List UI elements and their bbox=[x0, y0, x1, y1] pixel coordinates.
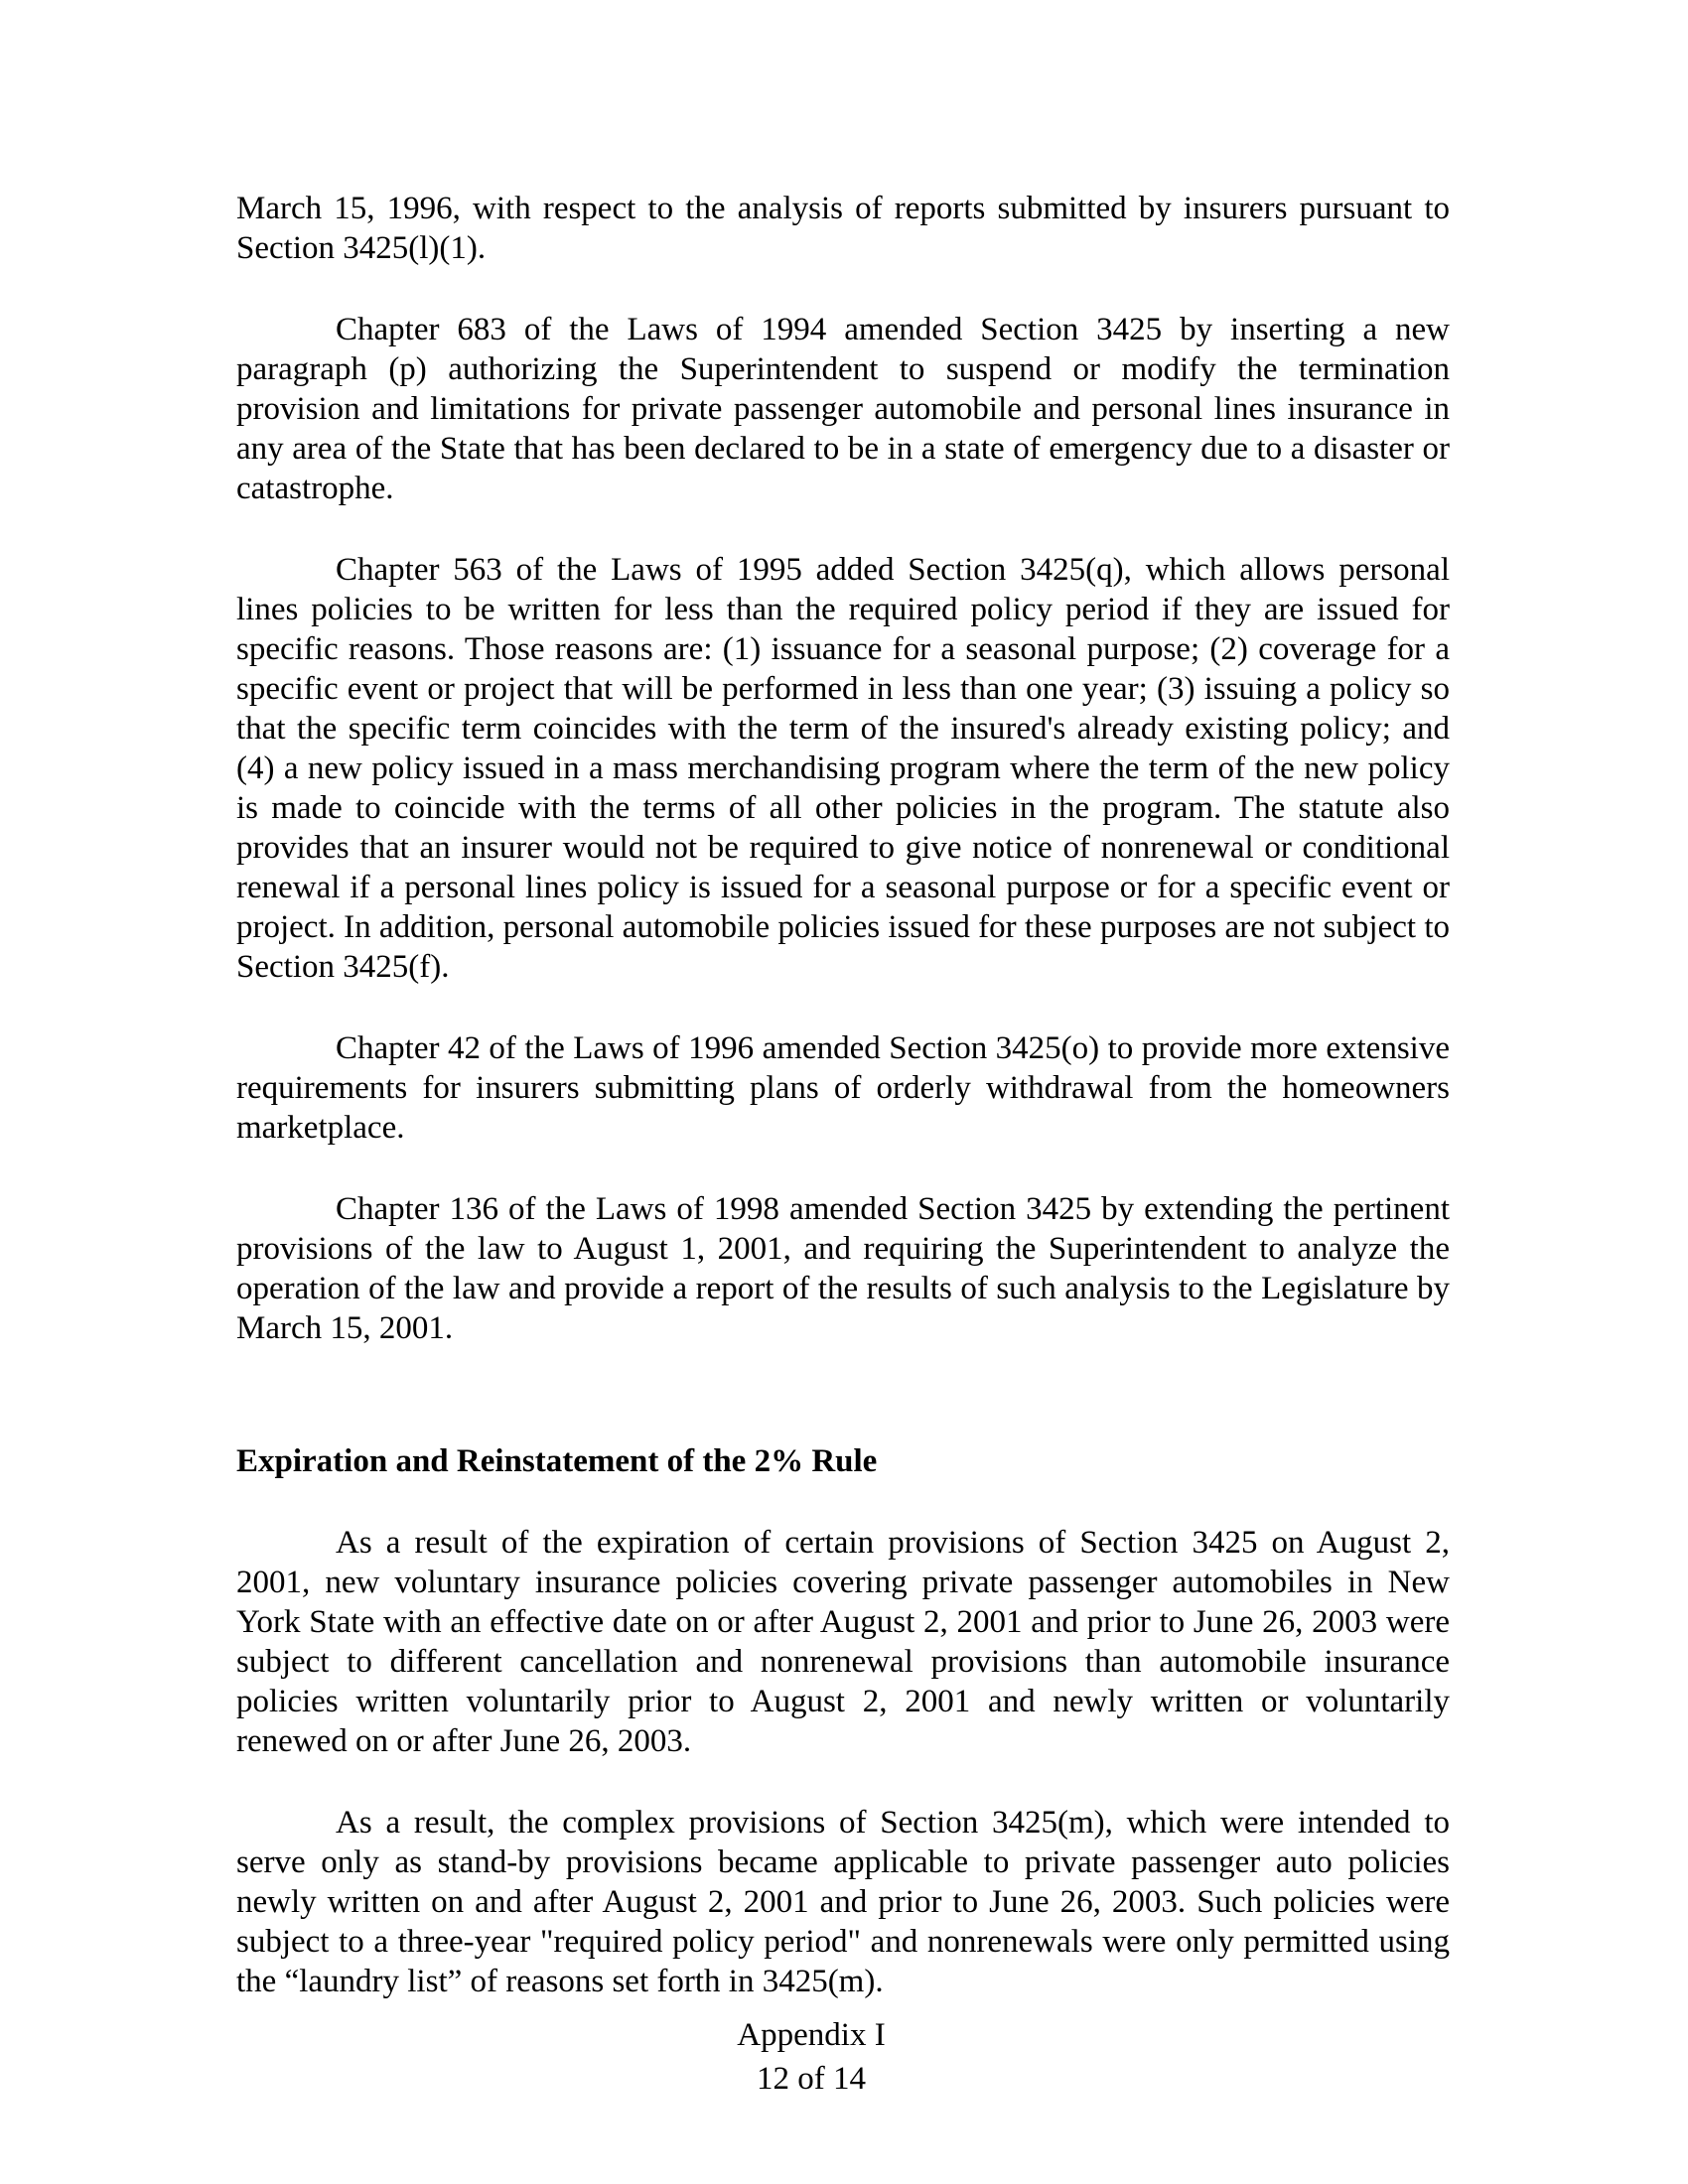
paragraph-chapter-563: Chapter 563 of the Laws of 1995 added Section 3425(q), which allows personal lines policies to be written for less than the required policy period if they are issued for specific reasons. Those reasons are: (1) issuance for a seasonal purpose; (2) coverage for a specific event or project that will be performed in less than one year; (3) issuing a policy so that the specific term coincides with the term of the insured's already existing policy; and (4) a new policy issued in a mass merchandising program where the term of the new policy is made to coincide with the terms of all other policies in the program. The statute also provides that an insurer would not be required to give notice of nonrenewal or conditional renewal if a personal lines policy is issued for a seasonal purpose or for a specific event or project. In addition, personal automobile policies issued for these purposes are not subject to Section 3425(f). bbox=[236, 552, 1450, 985]
paragraph-continuation: March 15, 1996, with respect to the analysis of reports submitted by insurers pursuant to Section 3425(l)(1). bbox=[236, 191, 1450, 266]
footer-appendix-label: Appendix I bbox=[737, 2017, 886, 2053]
footer-page-number: 12 of 14 bbox=[757, 2061, 866, 2097]
paragraph-section-3425m: As a result, the complex provisions of Section 3425(m), which were intended to serve only as stand-by provisions became applicable to private passenger auto policies newly written on and after August 2, 2001 and prior to June 26, 2003. Such policies were subject to a three-year "required policy period" and nonrenewals were only permitted using the “laundry list” of reasons set forth in 3425(m). bbox=[236, 1805, 1450, 1999]
paragraph-chapter-42: Chapter 42 of the Laws of 1996 amended Section 3425(o) to provide more extensive requirements for insurers submitting plans of orderly withdrawal from the homeowners marketplace. bbox=[236, 1030, 1450, 1146]
page-content bbox=[236, 189, 1450, 2101]
paragraph-chapter-136: Chapter 136 of the Laws of 1998 amended Section 3425 by extending the pertinent provisions of the law to August 1, 2001, and requiring the Superintendent to analyze the operation of the law and provide a report of the results of such analysis to the Legislature by March 15, 2001. bbox=[236, 1191, 1450, 1346]
paragraph-chapter-683: Chapter 683 of the Laws of 1994 amended Section 3425 by inserting a new paragraph (p) authorizing the Superintendent to suspend or modify the termination provision and limitations for private passenger automobile and personal lines insurance in any area of the State that has been declared to be in a state of emergency due to a disaster or catastrophe. bbox=[236, 312, 1450, 506]
section-heading: Expiration and Reinstatement of the 2% Rule bbox=[236, 1443, 878, 1479]
page-footer bbox=[205, 2013, 1418, 2101]
paragraph-expiration-result: As a result of the expiration of certain provisions of Section 3425 on August 2, 2001, new voluntary insurance policies covering private passenger automobiles in New York State with an effective date on or after August 2, 2001 and prior to June 26, 2003 were subject to different cancellation and nonrenewal provisions than automobile insurance policies written voluntarily prior to August 2, 2001 and newly written or voluntarily renewed on or after June 26, 2003. bbox=[236, 1525, 1450, 1759]
